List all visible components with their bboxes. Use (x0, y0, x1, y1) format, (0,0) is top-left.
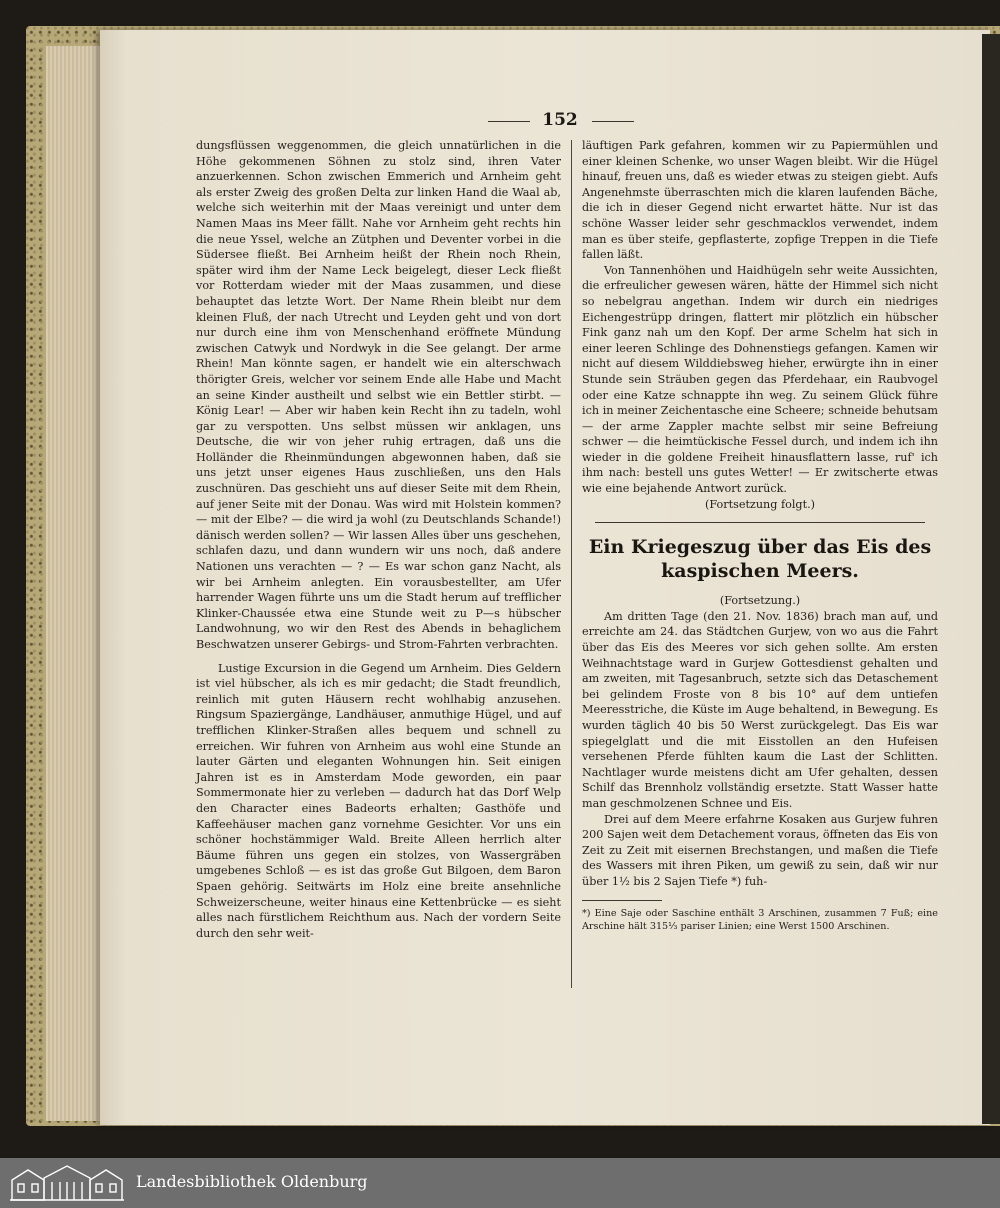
library-name: Landesbibliothek Oldenburg (136, 1172, 368, 1191)
left-text-column (196, 138, 561, 941)
continuation-note: (Fortsetzung folgt.) (704, 497, 815, 511)
binding-shadow (982, 34, 1000, 1124)
right-text-column (582, 138, 938, 933)
column-divider (571, 140, 572, 988)
paragraph: Lustige Excursion in die Gegend um Arnheim. Dies Geldern ist viel hübscher, als ich es mir gedacht; die Stadt freundlich, reinlich mit guten Häusern recht wohlhabig anzusehen. Ringsum Spaziergänge, Landhäuser, anmuthige Hügel, und auf trefflichen Klinker-Straßen alles bequem und schnell zu erreichen. Wir fuhren von Arnheim aus wohl eine Stunde an lauter Gärten und eleganten Wohnungen hin. Seit einigen Jahren ist es in Amsterdam Mode geworden, ein paar Sommermonate hier zu verleben — dadurch hat das Dorf Welp den Character eines Badeorts erhalten; Gasthöfe und Kaffeehäuser machen ganz vornehme Gesichter. Vor uns ein schöner hochstämmiger Wald. Breite Alleen herrlich alter Bäume führen uns gegen ein stolzes, von Wassergräben umgebenes Schloß — es ist das große Gut Bilgoen, dem Baron Spaen gehörig. Seitwärts im Holz eine breite ansehnliche Schweizerscheune, weiter hinaus eine Kettenbrücke — es sieht alles nach fürstlichem Reichthum aus. Nach der vordern Seite durch den sehr weit- (196, 661, 561, 940)
footnote-rule (582, 900, 662, 901)
footer-bar (0, 1158, 1000, 1208)
page-number-rule-right (592, 121, 634, 122)
page-number: 152 (542, 110, 578, 130)
paragraph: Drei auf dem Meere erfahrne Kosaken aus Gurjew fuhren 200 Sajen weit dem Detachement voraus, öffneten das Eis von Zeit zu Zeit mit eisernen Brechstangen, und maßen die Tiefe des Wassers mit ihren Piken, um gewiß zu sein, daß wir nur über 1½ bis 2 Sajen Tiefe *) fuh- (582, 812, 938, 888)
paragraph: Von Tannenhöhen und Haidhügeln sehr weite Aussichten, die erfreulicher gewesen wären, hätte der Himmel sich nicht so nebelgrau angethan. Indem wir durch ein niedriges Eichengestrüpp dringen, flattert mir plötzlich ein hübscher Fink ganz nah um den Kopf. Der arme Schelm hat sich in einer leeren Schlinge des Dohnenstiegs gefangen. Kamen wir nicht auf diesem Wilddiebsweg hieher, erwürgte ihn in einer Stunde sein Sträuben gegen das Pferdehaar, ein Raubvogel oder eine Katze schnappte ihn weg. Zu seinem Glück führe ich in meiner Zeichentasche eine Scheere; schneide behutsam — der arme Zappler machte selbst mir seine Befreiung schwer — die heimtückische Fessel durch, und indem ich ihn wieder in die goldene Freiheit hinausflattern lasse, ruf' ich ihm nach: bestell uns gutes Wetter! — Er zwitscherte etwas wie eine bejahende Antwort zurück. (582, 263, 938, 496)
paragraph: dungsflüssen weggenommen, die gleich unnatürlichen in die Höhe gekommenen Söhnen zu stolz sind, ihren Vater anzuerkennen. Schon zwischen Emmerich und Arnheim geht als erster Zweig des großen Delta zur linken Hand die Waal ab, welche sich weiterhin mit der Maas vereinigt und unter dem Namen Maas ins Meer fällt. Nahe vor Arnheim geht rechts hin die neue Yssel, welche an Zütphen und Deventer vorbei in die Südersee fließt. Bei Arnheim heißt der Rhein noch Rhein, später wird ihm der Name Leck beigelegt, dieser Leck fließt vor Rotterdam wieder mit der Maas zusammen, und diese behauptet das letzte Wort. Der Name Rhein bleibt nur dem kleinen Fluß, der nach Utrecht und Leyden geht und von dort nur durch eine ihm von Menschenhand eröffnete Mündung zwischen Catwyk und Nordwyk in die See gelangt. Der arme Rhein! Man könnte sagen, er handelt wie ein alterschwach thörigter Greis, welcher vor seinem Ende alle Habe und Macht an seine Kinder austheilt und selbst wie ein Bettler stirbt. — König Lear! — Aber wir haben kein Recht ihn zu tadeln, wohl gar zu verspotten. Uns selbst müssen wir anklagen, uns Deutsche, die wir von jeher ruhig ertragen, daß uns die Holländer die Rheinmündungen abgewonnen haben, daß sie uns jetzt unser eigenes Haus zuschließen, uns den Hals zuschnüren. Das geschieht uns auf dieser Seite mit dem Rhein, auf jener Seite mit der Donau. Was wird mit Holstein kommen? — mit der Elbe? — die wird ja wohl (zu Deutschlands Schande!) dänisch werden sollen? — Wir lassen Alles über uns geschehen, schlafen dazu, und dann wundern wir uns noch, daß andere Nationen uns verachten — ? — Es war schon ganz Nacht, als wir bei Arnheim anlegten. Ein vorausbestellter, am Ufer harrender Wagen führte uns um die Stadt herum auf trefflicher Klinker-Chaussée etwa eine Stunde weit zu P—s hübscher Landwohnung, wo wir den Rest des Abends in behaglichem Beschwatzen unserer Gebirgs- und Strom-Fahrten verbrachten. (196, 139, 561, 651)
paragraph: Am dritten Tage (den 21. Nov. 1836) brach man auf, und erreichte am 24. das Städtchen Gurjew, von wo aus die Fahrt über das Eis des Meeres vor sich gehen sollte. Am ersten Weihnachtstage ward in Gurjew Gottesdienst gehalten und am zweiten, mit Tagesanbruch, setzte sich das Detaschement bei gelindem Froste von 8 bis 10° auf dem untiefen Meeresstriche, die Küste im Auge behaltend, in Bewegung. Es wurden täglich 40 bis 50 Werst zurückgelegt. Das Eis war spiegelglatt und die mit Eisstollen an den Hufeisen versehenen Pferde fühlten kaum die Last der Schlitten. Nachtlager wurde meistens dicht am Ufer gehalten, dessen Schilf das Brennholz vollständig ersetzte. Statt Wasser hatte man geschmolzenen Schnee und Eis. (582, 609, 938, 810)
library-building-logo-icon (8, 1164, 126, 1202)
paragraph: läuftigen Park gefahren, kommen wir zu Papiermühlen und einer kleinen Schenke, wo unser Wagen bleibt. Wir die Hügel hinauf, freuen uns, daß es wieder etwas zu steigen giebt. Aufs Angenehmste überraschten mich die klaren laufenden Bäche, die ich in dieser Gegend nicht erwartet hätte. Nur ist das schöne Wasser leider sehr geschmacklos verwendet, indem man es über steife, gepflasterte, zopfige Treppen in die Tiefe fallen läßt. (582, 139, 938, 262)
continuation-note: (Fortsetzung.) (719, 594, 801, 608)
footnote: *) Eine Saje oder Saschine enthält 3 Arschinen, zusammen 7 Fuß; eine Arschine hält 315⅓ pariser Linien; eine Werst 1500 Arschinen. (582, 907, 938, 932)
article-title: Ein Kriegeszug über das Eis des kaspischen Meers. (588, 536, 932, 583)
section-divider (595, 522, 925, 523)
